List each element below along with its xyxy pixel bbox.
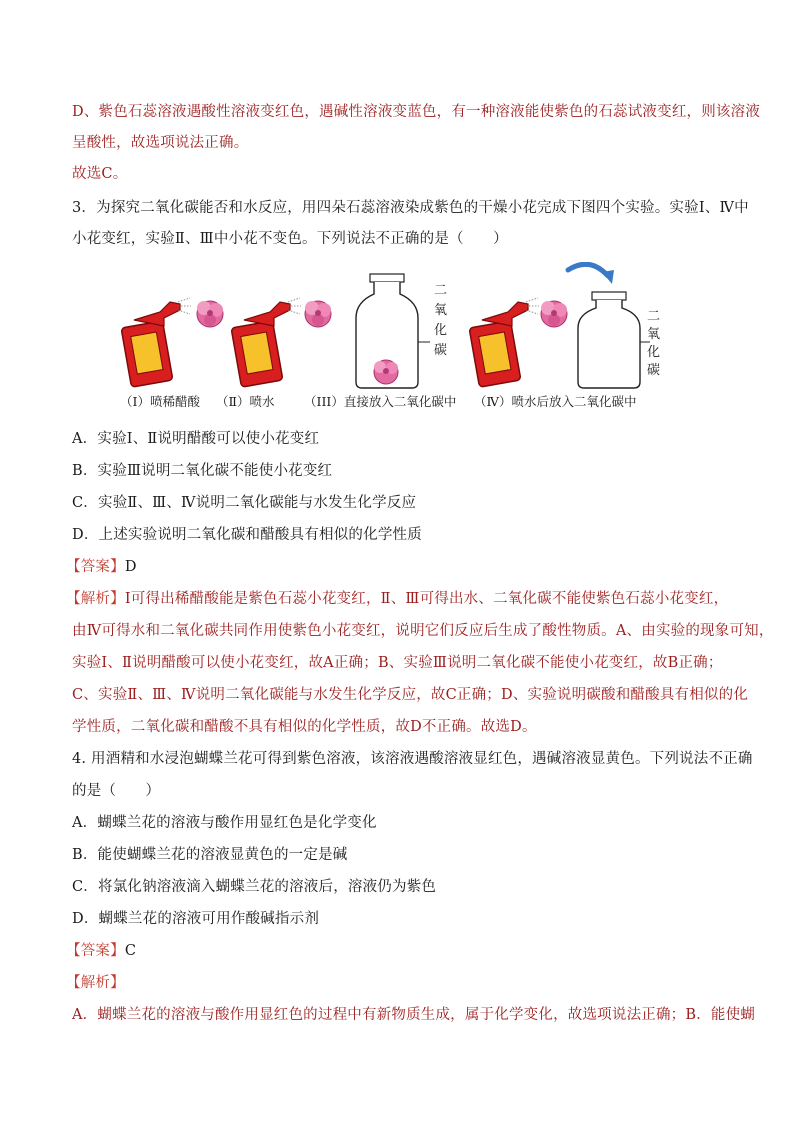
spray-bottle-icon <box>231 298 301 387</box>
prev-analysis-line: 呈酸性，故选项说法正确。 <box>72 135 249 151</box>
gas-label-char: 氧 <box>647 327 660 342</box>
q3-answer <box>66 557 726 577</box>
flower-icon <box>541 301 567 327</box>
q4-stem: 4. 用酒精和水浸泡蝴蝶兰花可得到紫色溶液，该溶液遇酸溶液显红色，遇碱溶液显黄色。下列说法不正确 <box>72 751 753 767</box>
spray-bottle-icon <box>469 298 539 387</box>
curved-arrow-icon <box>568 264 614 284</box>
gas-jar-icon <box>578 292 650 388</box>
answer-value: C <box>124 943 137 959</box>
gas-label-char: 二 <box>434 283 448 298</box>
q3-analysis-line: 【解析】Ⅰ可得出稀醋酸能是紫色石蕊小花变红，Ⅱ、Ⅲ可得出水、二氧化碳不能使紫色石蕊小花变红， <box>66 591 729 607</box>
answer-value: D <box>124 559 137 575</box>
answer-label: 【答案】 <box>66 559 125 575</box>
q3-option-a: A．实验Ⅰ、Ⅱ说明醋酸可以使小花变红 <box>72 431 320 447</box>
q3-option-c: C．实验Ⅱ、Ⅲ、Ⅳ说明二氧化碳能与水发生化学反应 <box>72 495 417 511</box>
q4-option-a: A．蝴蝶兰花的溶液与酸作用显红色是化学变化 <box>72 815 377 831</box>
analysis-label: 【解析】 <box>66 591 125 607</box>
q3-analysis-line: C、实验Ⅱ、Ⅲ、Ⅳ说明二氧化碳能与水发生化学反应，故C正确；D、实验说明碳酸和醋酸具有相似的化 <box>72 687 749 703</box>
gas-label-char: 碳 <box>647 363 660 378</box>
flower-icon <box>197 301 223 327</box>
q3-analysis-line: 实验Ⅰ、Ⅱ说明醋酸可以使小花变红，故A正确；B、实验Ⅲ说明二氧化碳不能使小花变红，故B正确； <box>72 655 723 671</box>
gas-label-char: 氧 <box>434 303 448 318</box>
figure-caption: （I）喷稀醋酸 <box>120 394 200 409</box>
q4-answer <box>66 941 726 961</box>
q4-stem: 的是（ ） <box>72 783 161 799</box>
answer-label: 【答案】 <box>66 943 125 959</box>
q3-stem: 小花变红，实验Ⅱ、Ⅲ中小花不变色。下列说法不正确的是（ ） <box>72 231 508 247</box>
q4-option-d: D．蝴蝶兰花的溶液可用作酸碱指示剂 <box>72 911 320 927</box>
spray-bottle-icon <box>121 298 191 387</box>
q4-option-b: B．能使蝴蝶兰花的溶液显黄色的一定是碱 <box>72 847 348 863</box>
q4-option-c: C．将氯化钠溶液滴入蝴蝶兰花的溶液后，溶液仍为紫色 <box>72 879 437 895</box>
gas-label-char: 碳 <box>434 343 448 358</box>
gas-label-char: 二 <box>647 309 660 324</box>
prev-analysis-line: D、紫色石蕊溶液遇酸性溶液变红色，遇碱性溶液变蓝色，有一种溶液能使紫色的石蕊试液变红，则该溶液 <box>72 104 761 120</box>
flower-icon <box>374 360 398 384</box>
figure-caption: （III）直接放入二氧化碳中 <box>304 394 457 409</box>
q3-option-b: B．实验Ⅲ说明二氧化碳不能使小花变红 <box>72 463 333 479</box>
flower-icon <box>305 301 331 327</box>
experiment-figure <box>120 262 660 412</box>
q4-analysis-line: A．蝴蝶兰花的溶液与酸作用显红色的过程中有新物质生成，属于化学变化，故选项说法正确；B．能使蝴 <box>72 1007 756 1023</box>
q4-analysis-label: 【解析】 <box>66 975 125 991</box>
figure-caption: （Ⅳ）喷水后放入二氧化碳中 <box>474 394 637 409</box>
prev-choice: 故选C。 <box>72 166 128 182</box>
q3-analysis-line: 由Ⅳ可得水和二氧化碳共同作用使紫色小花变红，说明它们反应后生成了酸性物质。A、由实验的现象可知， <box>72 623 774 639</box>
gas-label-char: 化 <box>647 345 660 360</box>
q3-stem: 3．为探究二氧化碳能否和水反应，用四朵石蕊溶液染成紫色的干燥小花完成下图四个实验。实验Ⅰ、Ⅳ中 <box>72 200 749 216</box>
gas-label-char: 化 <box>434 323 448 338</box>
q3-analysis-line: 学性质，二氧化碳和醋酸不具有相似的化学性质，故D不正确。故选D。 <box>72 719 537 735</box>
figure-caption: （Ⅱ）喷水 <box>216 394 275 409</box>
q3-option-d: D．上述实验说明二氧化碳和醋酸具有相似的化学性质 <box>72 527 422 543</box>
